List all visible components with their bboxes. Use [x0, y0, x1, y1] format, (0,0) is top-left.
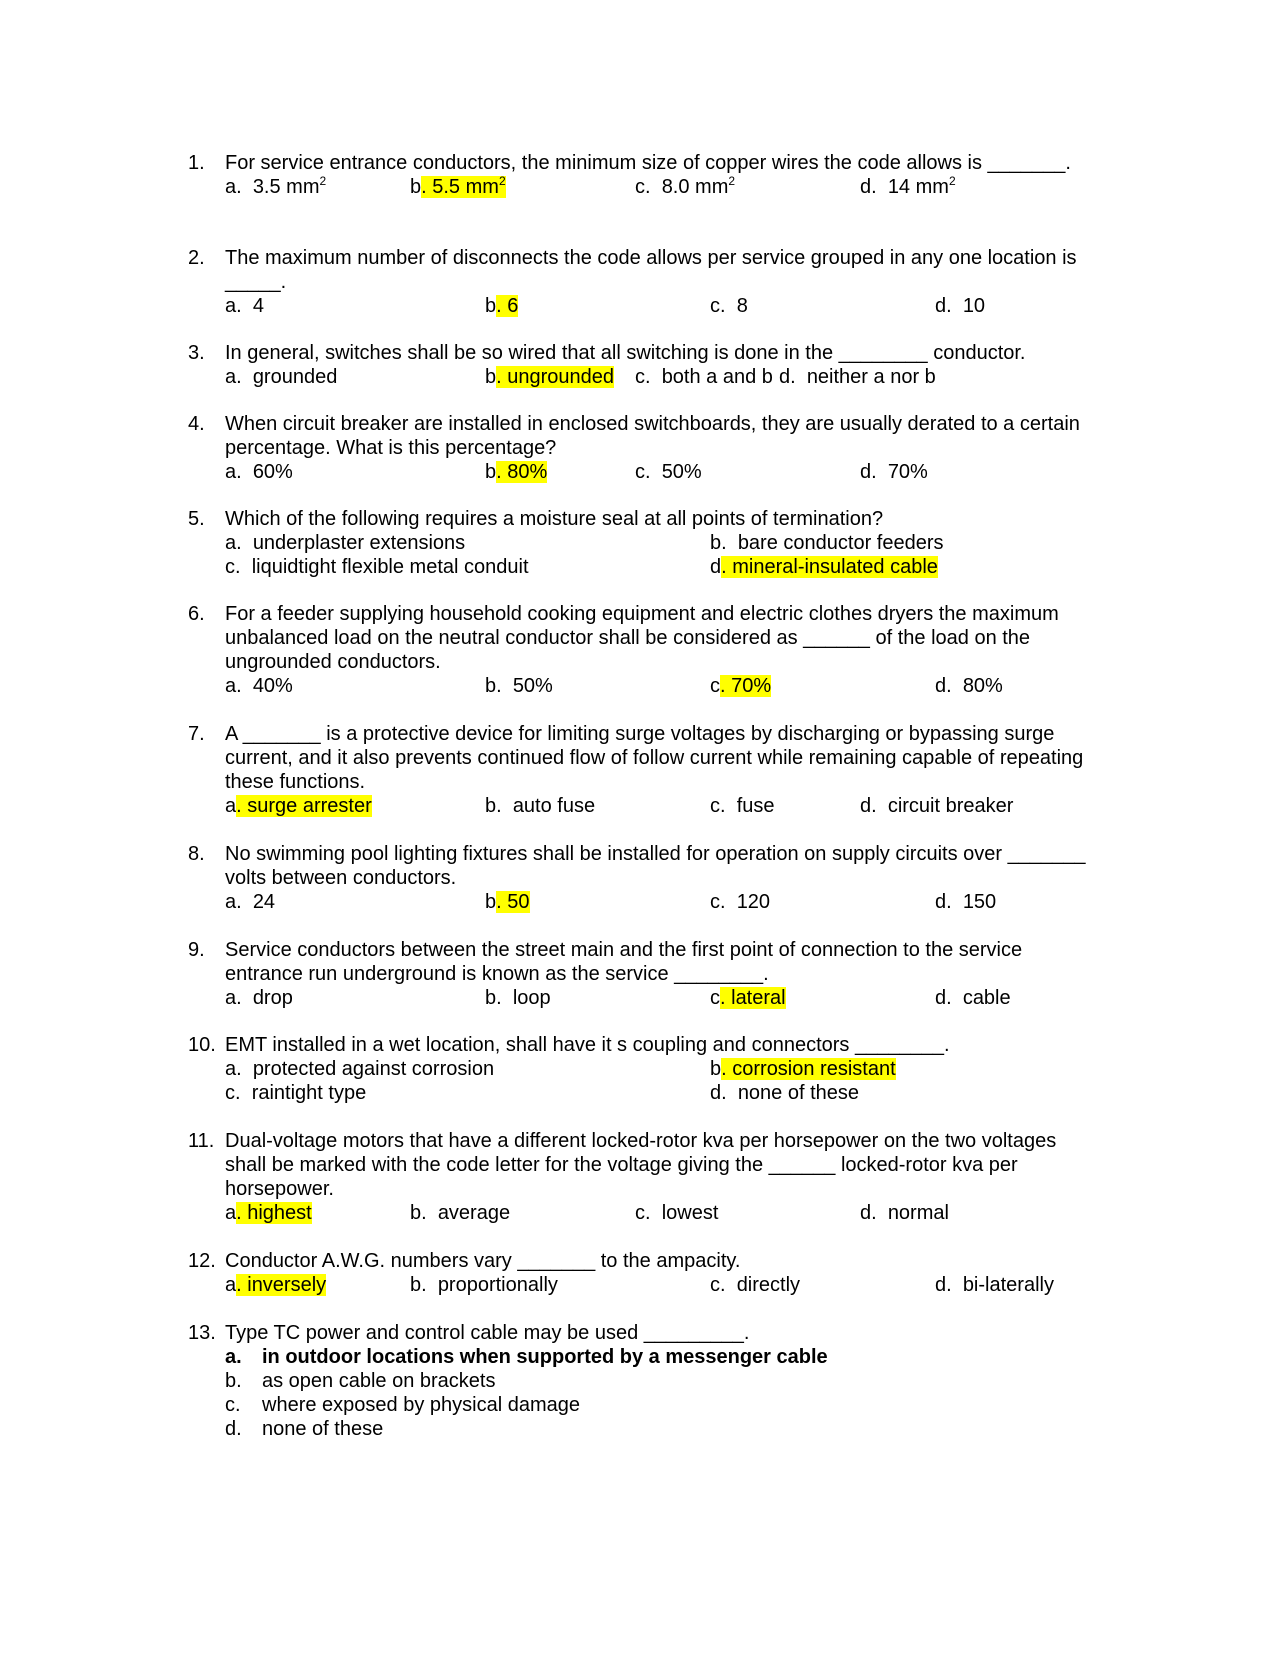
- question-13: [188, 1321, 1088, 1441]
- answer-highlight: . surge arrester: [236, 795, 372, 817]
- answer-highlight: . 6: [496, 295, 519, 317]
- answer-highlight: . 70%: [720, 675, 772, 697]
- options-row: [225, 1201, 1088, 1225]
- options-row: [225, 175, 1088, 199]
- question-number: 7.: [188, 723, 205, 745]
- option-d: d. bi-laterally: [935, 1274, 1054, 1296]
- option-d: d. 14 $mm^2$: [860, 174, 956, 198]
- option-a: a. 4: [225, 295, 264, 317]
- option-b: b. auto fuse: [485, 795, 596, 817]
- answer-highlight: . ungrounded: [496, 366, 615, 388]
- option-c: c. where exposed by physical damage: [225, 1394, 580, 1416]
- options-row: [225, 1081, 1088, 1105]
- question-text: A _______ is a protective device for limiting surge voltages by discharging or bypassing surge current, and it also prevents continued flow of follow current while remaining capable of repeating these functions.: [225, 723, 1084, 793]
- question-number: 12.: [188, 1250, 216, 1272]
- option-a: a. protected against corrosion: [225, 1058, 495, 1080]
- option-c: c. liquidtight flexible metal conduit: [225, 556, 529, 578]
- answer-highlight: . inversely: [236, 1274, 327, 1296]
- options-list: [225, 1345, 1088, 1441]
- option-d: d. 70%: [860, 461, 928, 483]
- answer-highlight: . 50: [496, 891, 530, 913]
- option-c: c. 8.0 $mm^2$: [635, 174, 736, 198]
- option-a: a. 3.5 $mm^2$: [225, 174, 327, 198]
- options-row: [225, 1273, 1088, 1297]
- option-b: b. average: [410, 1202, 511, 1224]
- question-number: 8.: [188, 843, 205, 865]
- option-d: d. cable: [935, 987, 1011, 1009]
- question-text: Which of the following requires a moisture seal at all points of termination?: [225, 508, 884, 530]
- options-row: [225, 794, 1088, 818]
- option-b: b. proportionally: [410, 1274, 558, 1296]
- option-b-answer: b. 5.5 $mm^2$: [410, 174, 506, 198]
- answer-highlight: . corrosion resistant: [721, 1058, 896, 1080]
- option-b: b. as open cable on brackets: [225, 1370, 496, 1392]
- option-a: a. 40%: [225, 675, 293, 697]
- option-a-answer: a. highest: [225, 1202, 312, 1224]
- option-b-answer: b. ungrounded: [485, 366, 615, 388]
- question-number: 4.: [188, 413, 205, 435]
- answer-highlight: . highest: [236, 1202, 312, 1224]
- answer-highlight: . lateral: [720, 987, 786, 1009]
- option-b-answer: b. 6: [485, 295, 519, 317]
- option-d: d. normal: [860, 1202, 949, 1224]
- option-c-answer: c. lateral: [710, 987, 786, 1009]
- option-c: c. 120: [710, 891, 771, 913]
- answer-highlight: . 80%: [496, 461, 548, 483]
- option-d: d. 80%: [935, 675, 1003, 697]
- option-b-answer: b. corrosion resistant: [710, 1058, 896, 1080]
- question-7: [188, 722, 1088, 818]
- option-a: a. grounded: [225, 366, 338, 388]
- question-text: The maximum number of disconnects the code allows per service grouped in any one location is _____.: [225, 247, 1077, 293]
- question-12: [188, 1249, 1088, 1297]
- question-text: Type TC power and control cable may be used _________.: [225, 1322, 750, 1344]
- option-a: a. drop: [225, 987, 293, 1009]
- question-9: [188, 938, 1088, 1010]
- question-11: [188, 1129, 1088, 1225]
- option-b-answer: b. 50: [485, 891, 530, 913]
- option-c: c. fuse: [710, 795, 775, 817]
- option-c: c. both a and b: [635, 366, 773, 388]
- question-text: EMT installed in a wet location, shall have it s coupling and connectors ________.: [225, 1034, 950, 1056]
- option-c: c. 50%: [635, 461, 702, 483]
- option-d: d. 10: [935, 295, 986, 317]
- options-row: [225, 890, 1088, 914]
- question-3: [188, 341, 1088, 389]
- question-2: [188, 246, 1088, 318]
- option-c: c. directly: [710, 1274, 801, 1296]
- answer-highlight: . 5.5 $mm^2$: [421, 174, 506, 198]
- question-text: No swimming pool lighting fixtures shall be installed for operation on supply circuits over _______ volts between conductors.: [225, 843, 1086, 889]
- question-number: 6.: [188, 603, 205, 625]
- option-b: b. loop: [485, 987, 551, 1009]
- options-row: [225, 1057, 1088, 1081]
- option-a: a. 24: [225, 891, 276, 913]
- question-number: 11.: [188, 1130, 215, 1152]
- option-c: c. raintight type: [225, 1082, 367, 1104]
- question-10: [188, 1033, 1088, 1105]
- question-number: 13.: [188, 1322, 216, 1344]
- option-d: d. neither a nor b: [779, 366, 936, 388]
- answer-highlight: . mineral-insulated cable: [721, 556, 938, 578]
- question-number: 1.: [188, 152, 205, 174]
- options-row: [225, 674, 1088, 698]
- question-text: When circuit breaker are installed in enclosed switchboards, they are usually derated to a certain percentage. What is this percentage?: [225, 413, 1080, 459]
- question-1: [188, 151, 1088, 199]
- option-b: b. 50%: [485, 675, 553, 697]
- option-a-answer: a. surge arrester: [225, 795, 372, 817]
- option-a-answer: a. inversely: [225, 1274, 327, 1296]
- question-text: For a feeder supplying household cooking equipment and electric clothes dryers the maximum unbalanced load on the neutral conductor shall be considered as ______ of the load on the ungrounded conductors.: [225, 603, 1059, 673]
- question-number: 10.: [188, 1034, 216, 1056]
- options-row: [225, 986, 1088, 1010]
- question-text: Service conductors between the street main and the first point of connection to the service entrance run underground is known as the service ________.: [225, 939, 1023, 985]
- question-number: 3.: [188, 342, 205, 364]
- question-text: Dual-voltage motors that have a different locked-rotor kva per horsepower on the two voltages shall be marked with the code letter for the voltage giving the ______ locked-rotor kva per horsepower.: [225, 1130, 1057, 1200]
- question-text: In general, switches shall be so wired that all switching is done in the ________ conductor.: [225, 342, 1026, 364]
- option-d: d. 150: [935, 891, 997, 913]
- question-4: [188, 412, 1088, 484]
- option-d: d. none of these: [710, 1082, 860, 1104]
- option-a: a. underplaster extensions: [225, 532, 466, 554]
- question-text: Conductor A.W.G. numbers vary _______ to the ampacity.: [225, 1250, 741, 1272]
- question-number: 5.: [188, 508, 205, 530]
- option-c: c. lowest: [635, 1202, 719, 1224]
- question-number: 9.: [188, 939, 205, 961]
- question-number: 2.: [188, 247, 205, 269]
- option-a-answer: a. in outdoor locations when supported by a messenger cable: [225, 1346, 828, 1368]
- question-text: For service entrance conductors, the minimum size of copper wires the code allows is _______.: [225, 152, 1071, 174]
- question-8: [188, 842, 1088, 914]
- option-b: b. bare conductor feeders: [710, 532, 944, 554]
- option-b-answer: b. 80%: [485, 461, 548, 483]
- options-row: [225, 460, 1088, 484]
- option-c: c. 8: [710, 295, 748, 317]
- option-c-answer: c. 70%: [710, 675, 772, 697]
- question-6: [188, 602, 1088, 698]
- option-a: a. 60%: [225, 461, 293, 483]
- options-row: [225, 294, 1088, 318]
- option-d: d. circuit breaker: [860, 795, 1014, 817]
- option-d-answer: d. mineral-insulated cable: [710, 556, 938, 578]
- options-row: [225, 531, 1088, 555]
- options-row: [225, 555, 1088, 579]
- options-row: [225, 365, 1088, 389]
- option-d: d. none of these: [225, 1418, 384, 1440]
- question-5: [188, 507, 1088, 579]
